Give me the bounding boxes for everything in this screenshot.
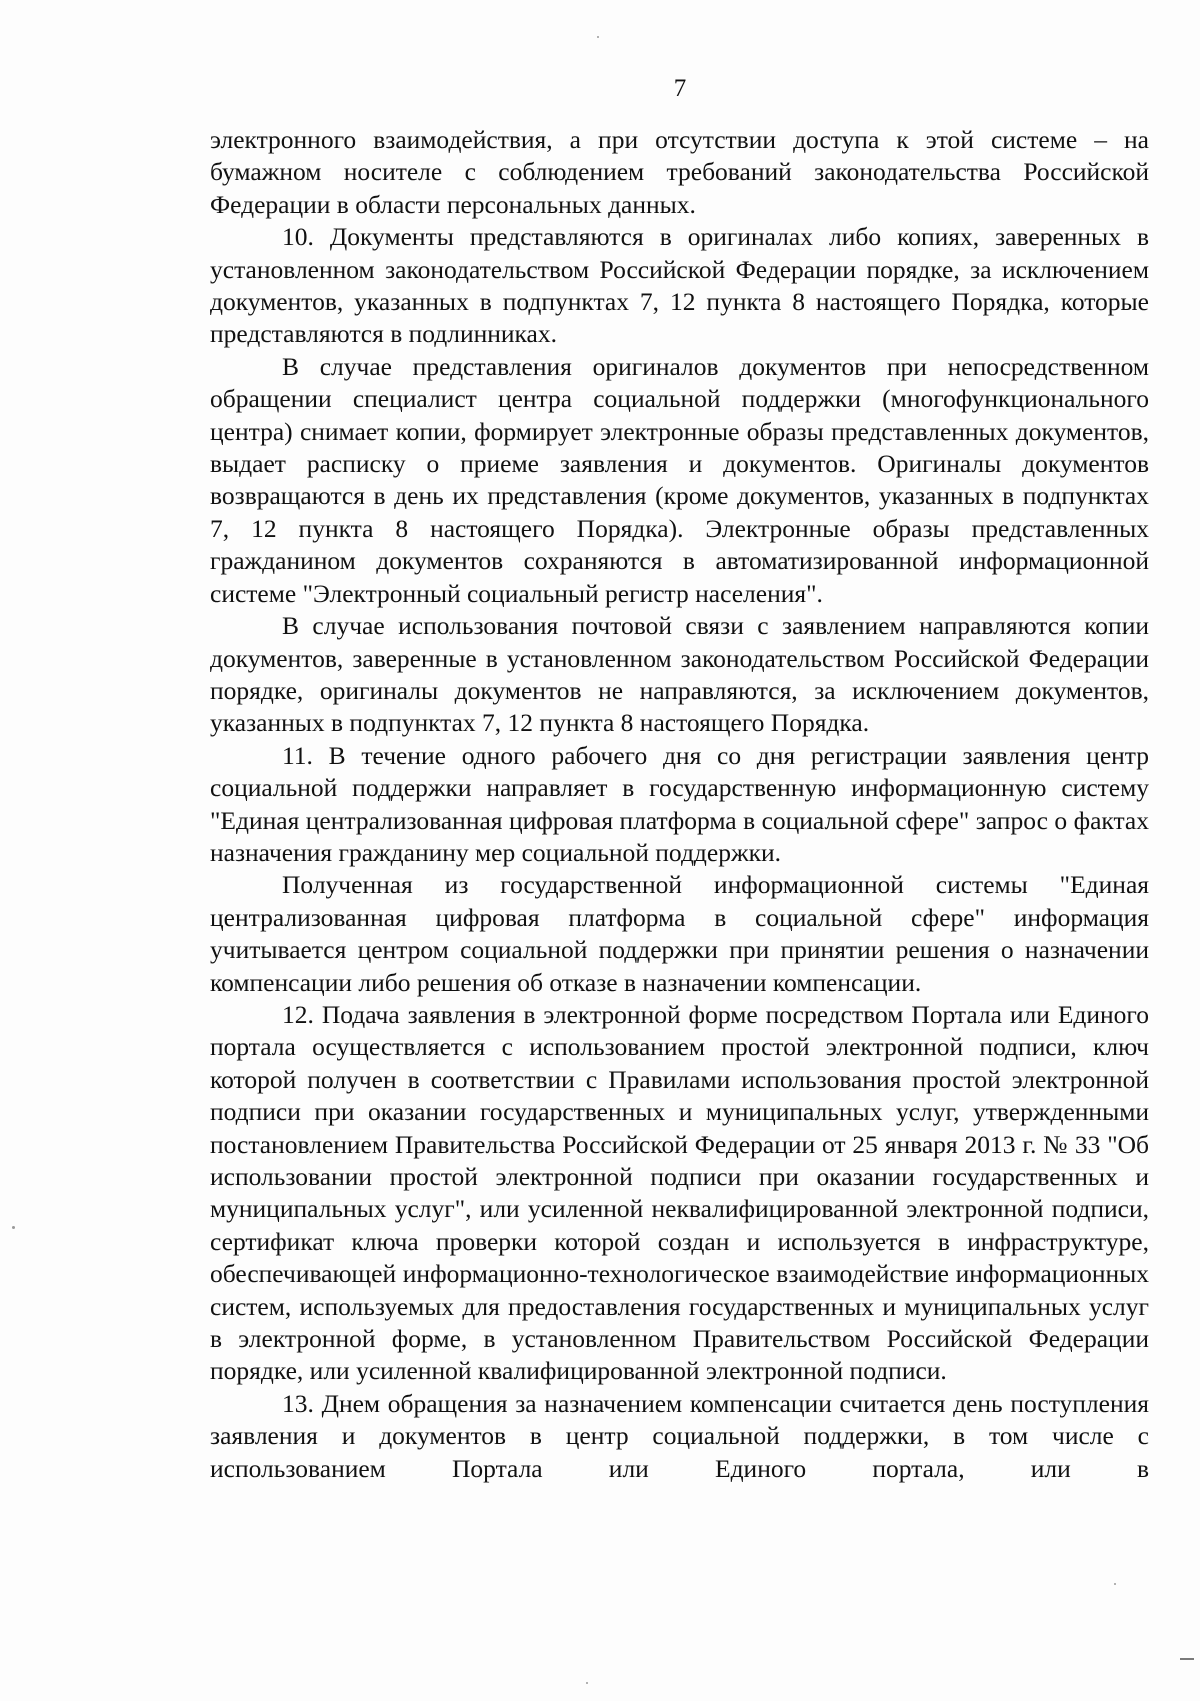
scan-speck: [12, 1226, 15, 1229]
paragraph-item-10: 10. Документы представляются в оригиналах либо копиях, заверенных в установленном законодательством Российской Федерации порядке, за исключением документов, указанных в подпунктах 7, 12 пункта 8 настоящего Порядка, которые представляются в подлинниках.: [210, 222, 1149, 349]
scan-speck: [597, 36, 599, 38]
paragraph-original-documents: В случае представления оригиналов документов при непосредственном обращении специалист центра социальной поддержки (многофункционального центра) снимает копии, формирует электронные образы представленных документов, выдает расписку о приеме заявления и документов. Оригиналы документов возвращаются в день их представления (кроме документов, указанных в подпунктах 7, 12 пункта 8 настоящего Порядка). Электронные образы представленных гражданином документов сохраняются в автоматизированной информационной системе "Электронный социальный регистр населения".: [210, 351, 1149, 608]
scan-speck: [586, 1682, 588, 1684]
scan-speck: [1114, 1583, 1116, 1585]
paragraph-item-11: 11. В течение одного рабочего дня со дня регистрации заявления центр социальной поддержки направляет в государственную информационную систему "Единая централизованная цифровая платформа в социальной сфере" запрос о фактах назначения гражданину мер социальной поддержки.: [210, 740, 1149, 867]
document-body: [210, 124, 1149, 1485]
paragraph-postal-service: В случае использования почтовой связи с заявлением направляются копии документов, заверенные в установленном законодательством Российской Федерации порядке, оригиналы документов не направляются, за исключением документов, указанных в подпунктах 7, 12 пункта 8 настоящего Порядка.: [210, 611, 1149, 738]
page-number: 7: [673, 75, 687, 102]
paragraph-received-information: Полученная из государственной информационной системы "Единая централизованная цифровая платформа в социальной сфере" информация учитывается центром социальной поддержки при принятии решения о назначении компенсации либо решения об отказе в назначении компенсации.: [210, 870, 1149, 997]
scan-edge-mark: [1180, 1658, 1194, 1660]
paragraph-continuation: электронного взаимодействия, а при отсутствии доступа к этой системе – на бумажном носителе с соблюдением требований законодательства Российской Федерации в области персональных данных.: [210, 125, 1149, 219]
paragraph-item-12: 12. Подача заявления в электронной форме посредством Портала или Единого портала осуществляется с использованием простой электронной подписи, ключ которой получен в соответствии с Правилами использования простой электронной подписи при оказании государственных и муниципальных услуг, утвержденными постановлением Правительства Российской Федерации от 25 января 2013 г. № 33 "Об использовании простой электронной подписи при оказании государственных и муниципальных услуг", или усиленной неквалифицированной электронной подписи, сертификат ключа проверки которой создан и используется в инфраструктуре, обеспечивающей информационно-технологическое взаимодействие информационных систем, используемых для предоставления государственных и муниципальных услуг в электронной форме, в установленном Правительством Российской Федерации порядке, или усиленной квалифицированной электронной подписи.: [210, 999, 1149, 1386]
paragraph-item-13: 13. Днем обращения за назначением компенсации считается день поступления заявления и документов в центр социальной поддержки, в том числе с использованием Портала или Единого портала, или в: [210, 1388, 1149, 1483]
